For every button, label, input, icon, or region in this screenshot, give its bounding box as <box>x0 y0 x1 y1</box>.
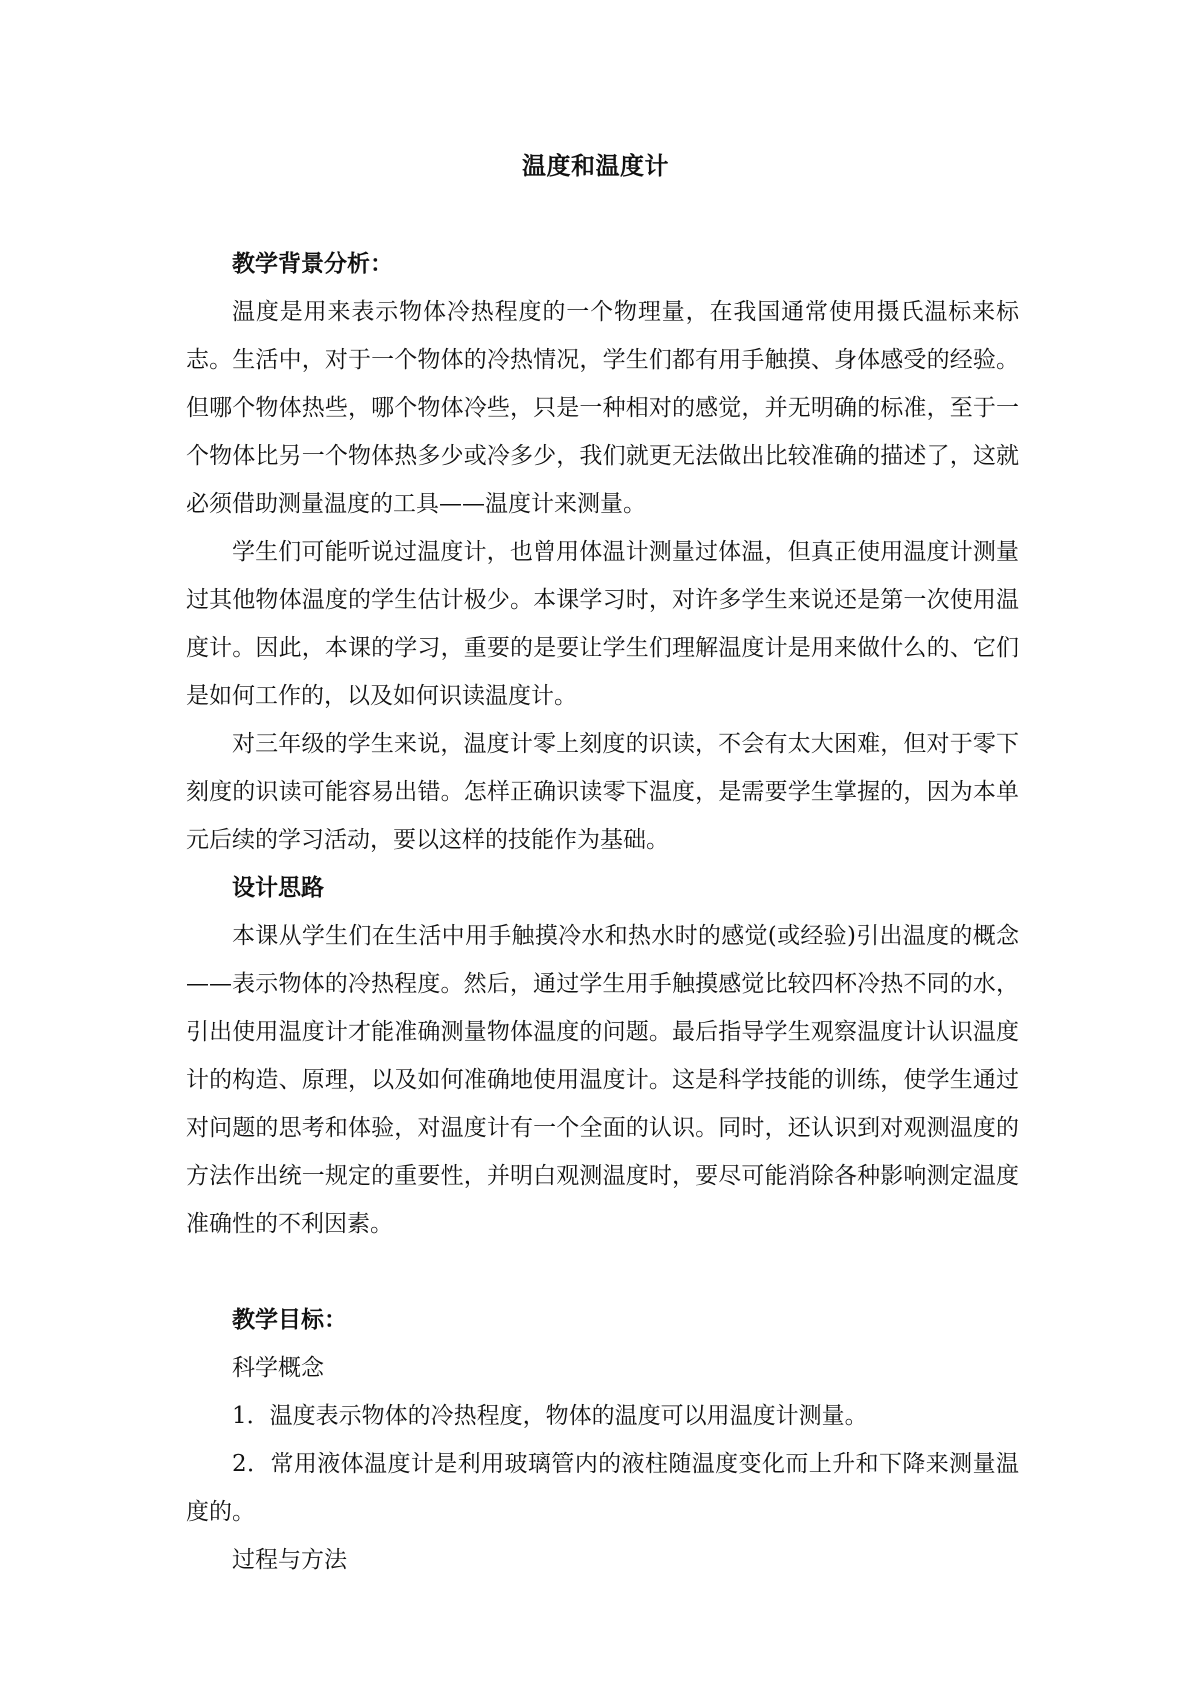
background-paragraph-3: 对三年级的学生来说，温度计零上刻度的识读，不会有太大困难，但对于零下刻度的识读可能容易出错。怎样正确识读零下温度，是需要学生掌握的，因为本单元后续的学习活动，要以这样的技能作为基础。 <box>186 731 1019 853</box>
design-paragraph-1: 本课从学生们在生活中用手触摸冷水和热水时的感觉(或经验)引出温度的概念——表示物体的冷热程度。然后，通过学生用手触摸感觉比较四杯冷热不同的水，引出使用温度计才能准确测量物体温度的问题。最后指导学生观察温度计认识温度计的构造、原理，以及如何准确地使用温度计。这是科学技能的训练，使学生通过对问题的思考和体验，对温度计有一个全面的认识。同时，还认识到对观测温度的方法作出统一规定的重要性，并明白观测温度时，要尽可能消除各种影响测定温度准确性的不利因素。 <box>186 923 1019 1237</box>
background-paragraph-1: 温度是用来表示物体冷热程度的一个物理量，在我国通常使用摄氏温标来标志。生活中，对于一个物体的冷热情况，学生们都有用手触摸、身体感受的经验。但哪个物体热些，哪个物体冷些，只是一种相对的感觉，并无明确的标准，至于一个物体比另一个物体热多少或冷多少，我们就更无法做出比较准确的描述了，这就必须借助测量温度的工具——温度计来测量。 <box>186 299 1019 517</box>
section-spacer <box>186 1248 1019 1296</box>
objective-subheading-process: 过程与方法 <box>232 1547 347 1573</box>
background-paragraph-2: 学生们可能听说过温度计，也曾用体温计测量过体温，但真正使用温度计测量过其他物体温度的学生估计极少。本课学习时，对许多学生来说还是第一次使用温度计。因此，本课的学习，重要的是要让学生们理解温度计是用来做什么的、它们是如何工作的，以及如何识读温度计。 <box>186 539 1019 709</box>
objective-subheading-concept: 科学概念 <box>232 1355 324 1381</box>
section-heading-design: 设计思路 <box>232 874 324 901</box>
objective-item-1: 1．温度表示物体的冷热程度，物体的温度可以用温度计测量。 <box>232 1403 868 1429</box>
section-heading-objectives: 教学目标： <box>232 1306 347 1333</box>
document-title: 温度和温度计 <box>522 151 669 180</box>
document-body <box>186 240 1019 1584</box>
section-heading-background: 教学背景分析： <box>232 250 393 277</box>
objective-item-2: 2．常用液体温度计是利用玻璃管内的液柱随温度变化而上升和下降来测量温度的。 <box>186 1451 1019 1525</box>
